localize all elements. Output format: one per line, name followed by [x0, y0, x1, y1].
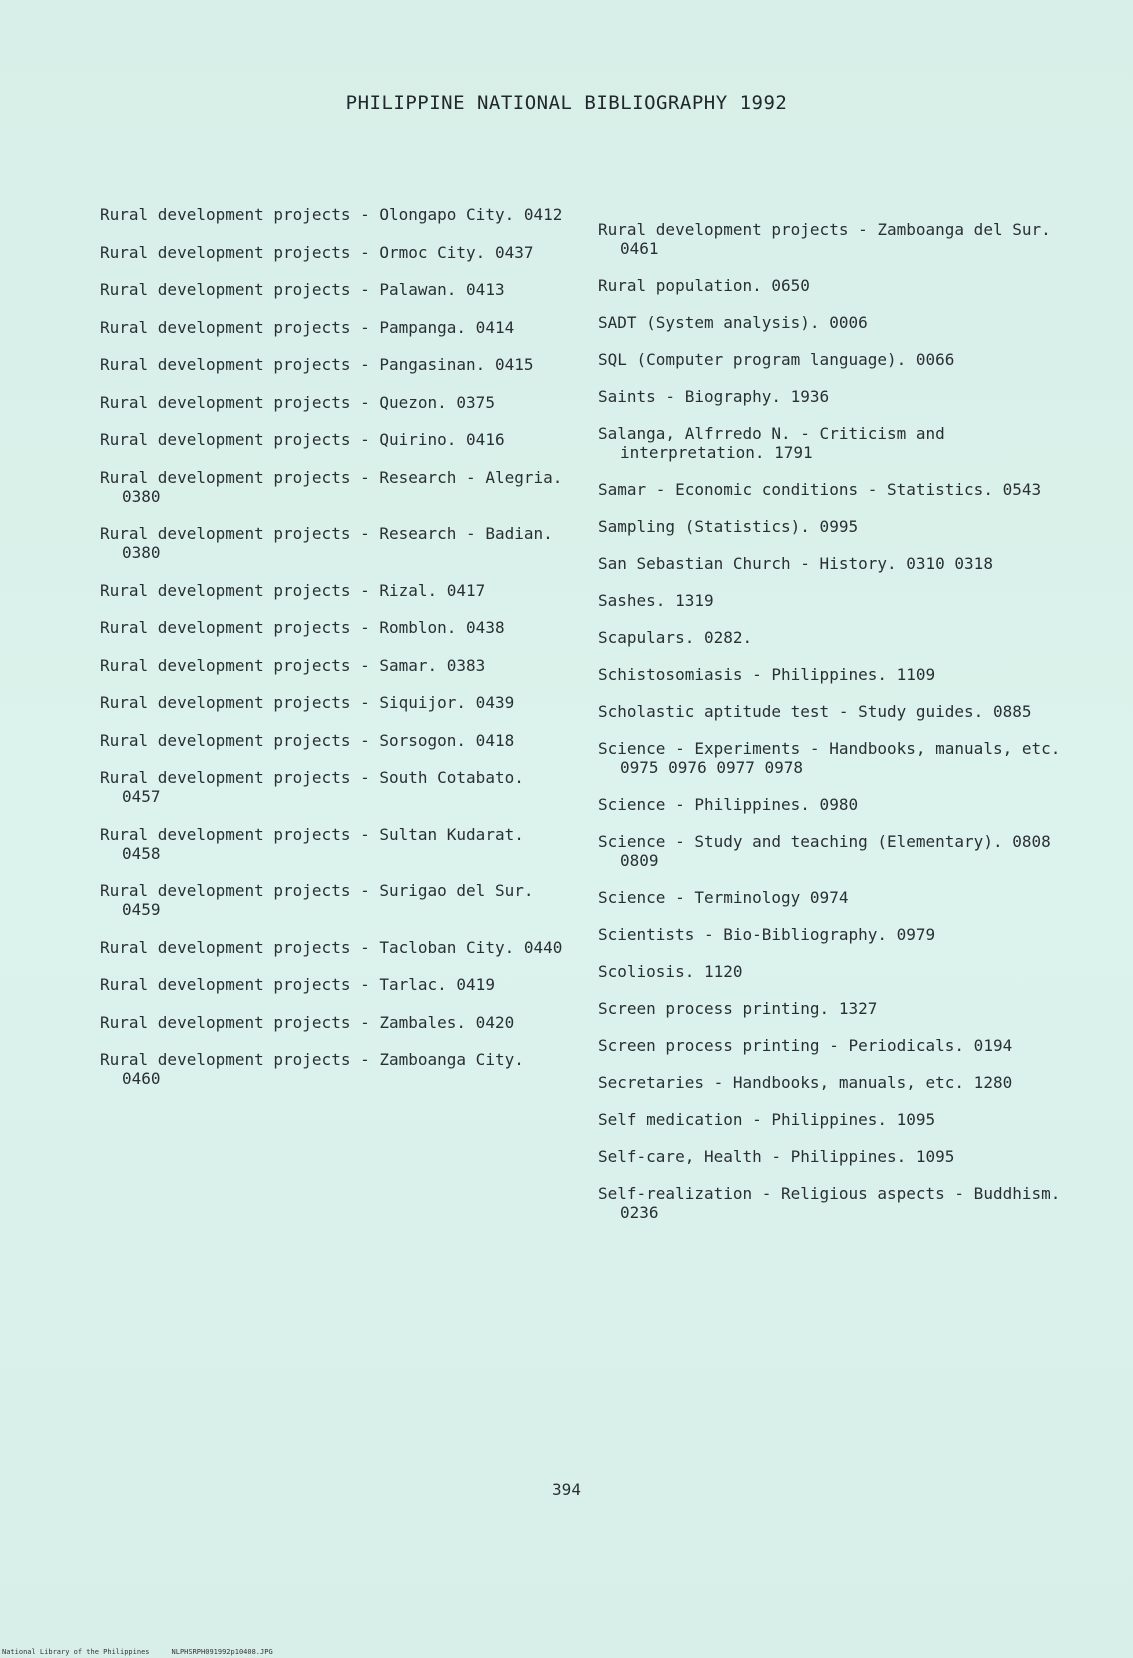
index-entry: Saints - Biography. 1936 [598, 387, 830, 406]
index-entry: Sashes. 1319 [598, 591, 714, 610]
right-column [598, 220, 1078, 1240]
index-entry: Rural development projects - Romblon. 0438 [100, 618, 505, 637]
index-entry: Science - Study and teaching (Elementary). 0808 0809 [598, 832, 1061, 870]
index-entry: Self-care, Health - Philippines. 1095 [598, 1147, 955, 1166]
index-entry: SADT (System analysis). 0006 [598, 313, 868, 332]
index-entry: Rural development projects - Samar. 0383 [100, 655, 486, 675]
index-entry: Sampling (Statistics). 0995 [598, 517, 859, 536]
index-entry: Rural development projects - Olongapo City. 0412 [100, 205, 563, 224]
index-entry: Rural development projects - Zamboanga del Sur. 0461 [598, 220, 1061, 258]
index-entry: Rural population. 0650 [598, 276, 810, 295]
index-entry: San Sebastian Church - History. 0310 0318 [598, 554, 993, 573]
page-number: 394 [552, 1480, 581, 1499]
index-entry: Science - Experiments - Handbooks, manuals, etc. 0975 0976 0977 0978 [598, 739, 1071, 777]
index-entry: Scoliosis. 1120 [598, 962, 743, 981]
index-entry: Screen process printing. 1327 [598, 999, 878, 1018]
index-entry: Rural development projects - Ormoc City. 0437 [100, 242, 534, 262]
index-entry: Rural development projects - Zambales. 0420 [100, 1012, 515, 1032]
index-entry: Rural development projects - South Cotabato. 0457 [100, 768, 534, 806]
index-entry: Rural development projects - Surigao del Sur. 0459 [100, 881, 544, 919]
index-entry: Scapulars. 0282. [598, 628, 753, 647]
index-entry: Secretaries - Handbooks, manuals, etc. 1280 [598, 1073, 1013, 1092]
index-entry: Self-realization - Religious aspects - Buddhism. 0236 [598, 1184, 1071, 1222]
index-entry: Rural development projects - Palawan. 0413 [100, 280, 505, 299]
index-entry: Rural development projects - Siquijor. 0439 [100, 693, 515, 712]
footer-file: NLPHSRPH091992p10408.JPG [171, 1648, 273, 1656]
index-entry: Rural development projects - Sultan Kudarat. 0458 [100, 824, 534, 863]
index-entry: Science - Philippines. 0980 [598, 795, 859, 814]
index-entry: Salanga, Alfrredo N. - Criticism and interpretation. 1791 [598, 424, 955, 462]
index-entry: Rural development projects - Tarlac. 0419 [100, 975, 495, 994]
index-entry: Rural development projects - Quirino. 0416 [100, 430, 505, 449]
index-entry: Rural development projects - Pampanga. 0414 [100, 317, 515, 337]
index-entry: Rural development projects - Research - Alegria. 0380 [100, 467, 573, 506]
footer-library: National Library of the Philippines [2, 1648, 150, 1656]
left-column [100, 205, 573, 1107]
index-entry: SQL (Computer program language). 0066 [598, 350, 955, 369]
index-entry: Rural development projects - Quezon. 0375 [100, 392, 495, 412]
index-entry: Scientists - Bio-Bibliography. 0979 [598, 925, 936, 944]
index-entry: Rural development projects - Pangasinan. 0415 [100, 355, 534, 374]
index-entry: Rural development projects - Research - Badian. 0380 [100, 524, 563, 562]
index-entry: Rural development projects - Rizal. 0417 [100, 580, 486, 600]
index-entry: Rural development projects - Tacloban City. 0440 [100, 937, 563, 957]
scan-footer [2, 1648, 273, 1656]
page-title: PHILIPPINE NATIONAL BIBLIOGRAPHY 1992 [345, 92, 788, 114]
index-entry: Rural development projects - Zamboanga City. 0460 [100, 1050, 534, 1088]
index-entry: Self medication - Philippines. 1095 [598, 1110, 936, 1129]
index-entry: Scholastic aptitude test - Study guides. 0885 [598, 702, 1032, 721]
index-entry: Science - Terminology 0974 [598, 888, 849, 907]
index-entry: Screen process printing - Periodicals. 0194 [598, 1036, 1013, 1055]
index-entry: Samar - Economic conditions - Statistics. 0543 [598, 480, 1042, 499]
index-entry: Schistosomiasis - Philippines. 1109 [598, 665, 936, 684]
index-entry: Rural development projects - Sorsogon. 0418 [100, 730, 515, 750]
